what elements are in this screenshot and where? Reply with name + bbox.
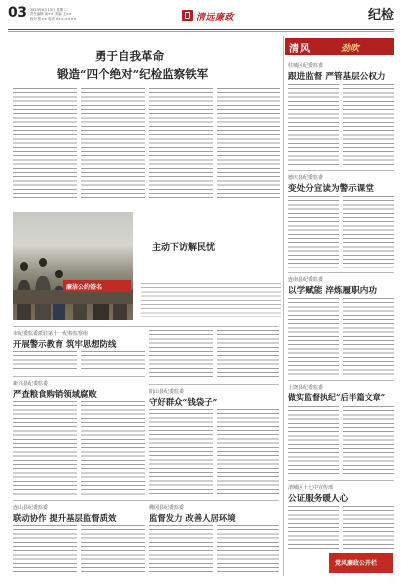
story-kicker: 新兴县纪委监委 bbox=[13, 381, 49, 387]
page-header bbox=[8, 4, 394, 28]
masthead bbox=[182, 9, 240, 23]
section-rule bbox=[149, 384, 279, 385]
story-body bbox=[149, 525, 213, 573]
section-title: 纪检 bbox=[367, 8, 394, 23]
sidebar-body bbox=[343, 298, 394, 376]
sidebar-brand bbox=[285, 38, 394, 55]
story-title: 开展警示教育 筑牢思想防线 bbox=[13, 339, 117, 349]
story-kicker: 市纪委监委派驻第十一纪检监察组 bbox=[13, 331, 89, 337]
story-body bbox=[81, 525, 145, 573]
story-title: 监督发力 改善人居环境 bbox=[149, 513, 236, 523]
sidebar-body bbox=[288, 298, 339, 376]
masthead-name: 清远廉政 bbox=[196, 13, 235, 23]
lead-body-col2 bbox=[81, 88, 145, 200]
meta-line: 校对 张×× 电话 0××-×××× bbox=[30, 16, 77, 21]
sidebar-title: 做实监督执纪“后半篇文章” bbox=[288, 392, 386, 402]
story-body bbox=[13, 525, 77, 573]
sidebar-rule bbox=[288, 480, 394, 481]
sidebar-divider bbox=[283, 36, 284, 576]
photo-headline: 主动下访解民忧 bbox=[152, 243, 216, 253]
header-rule-thin bbox=[8, 31, 394, 32]
sidebar-rule bbox=[288, 380, 394, 381]
story-body bbox=[217, 409, 279, 495]
sidebar-brand-b: 劲吹 bbox=[341, 44, 360, 54]
meta-line: 责任编辑 刘×× 美编 王×× bbox=[30, 12, 72, 17]
sidebar-rule bbox=[288, 272, 394, 273]
lead-body-col3 bbox=[149, 88, 213, 200]
story-body bbox=[13, 401, 77, 495]
photo-banner bbox=[63, 280, 131, 292]
story-body bbox=[217, 525, 279, 573]
sidebar-kicker: 连南县纪委监委 bbox=[288, 277, 324, 283]
sidebar-kicker: 德庆县纪委监委 bbox=[288, 175, 324, 181]
sidebar-kicker: 上饶县纪委监委 bbox=[288, 385, 324, 391]
column-logo-text: 党风廉政公开栏 bbox=[335, 560, 378, 567]
column-logo bbox=[329, 553, 393, 573]
sidebar-body bbox=[343, 196, 394, 268]
meta-line: 2023年6月13日 星期二 bbox=[30, 8, 67, 12]
sidebar-body bbox=[288, 406, 339, 476]
story-body bbox=[149, 409, 213, 495]
sidebar-title: 跟进监督 严管基层公权力 bbox=[288, 72, 386, 82]
sidebar-title: 以学赋能 淬炼履职内功 bbox=[288, 286, 377, 296]
sidebar-body bbox=[343, 84, 394, 166]
story-title: 联动协作 提升基层监督质效 bbox=[13, 513, 117, 523]
lead-title-line2: 锻造“四个绝对”纪检监察铁军 bbox=[57, 67, 209, 81]
header-rule bbox=[8, 29, 394, 30]
sidebar-body bbox=[288, 84, 339, 166]
section-rule bbox=[13, 500, 279, 501]
sidebar-body bbox=[288, 506, 339, 550]
section-rule bbox=[13, 376, 145, 377]
sidebar-rule bbox=[288, 170, 394, 171]
story-title: 守好群众“钱袋子” bbox=[149, 397, 218, 407]
sidebar-body bbox=[343, 406, 394, 476]
sidebar-brand-a: 清风 bbox=[289, 44, 311, 55]
sidebar-kicker: 驻城区纪委监委 bbox=[288, 63, 324, 69]
story-kicker: 阳山县纪委监委 bbox=[149, 389, 185, 395]
sidebar-title: 公证服务暖人心 bbox=[288, 494, 349, 504]
sidebar-title: 变处分宣读为警示课堂 bbox=[288, 184, 374, 194]
photo-caption bbox=[141, 283, 281, 317]
story-body bbox=[217, 330, 279, 380]
lead-body-col1 bbox=[13, 88, 77, 200]
sidebar-body bbox=[343, 506, 394, 550]
story-kicker: 佛冈县纪委监委 bbox=[149, 505, 185, 511]
story-kicker: 连山县纪委监委 bbox=[13, 505, 49, 511]
sidebar-body bbox=[288, 196, 339, 268]
feature-photo bbox=[13, 212, 133, 320]
section-rule bbox=[13, 326, 279, 327]
page-number: 03 bbox=[8, 5, 27, 21]
story-title: 严查粮食购销领域腐败 bbox=[13, 389, 97, 399]
lead-title-line1: 勇于自我革命 bbox=[95, 49, 164, 63]
issue-meta bbox=[30, 8, 100, 21]
sidebar-kicker: 清城区十七中宣传部 bbox=[288, 485, 334, 491]
story-body bbox=[13, 351, 77, 371]
seal-icon bbox=[182, 10, 193, 21]
photo-banner-text: 廉洁公约签名 bbox=[66, 284, 103, 291]
story-body bbox=[149, 330, 213, 380]
lead-body-col4 bbox=[217, 88, 280, 200]
story-body bbox=[81, 351, 145, 371]
story-body bbox=[81, 401, 145, 495]
